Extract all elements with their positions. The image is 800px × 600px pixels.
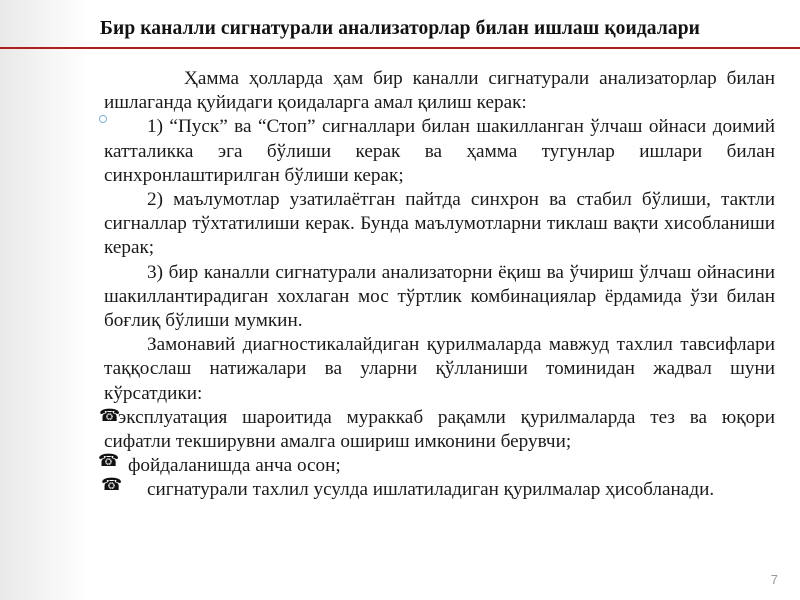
paragraph-rule-3: 3) бир каналли сигнатурали анализаторни ёқиш ва ўчириш ўлчаш ойнасини шакиллантирадиган хохлаган мос тўртлик комбинациялар ёрдамида ўзи билан боғлиқ бўлиши мумкин. <box>104 261 775 332</box>
paragraph-intro: Ҳамма ҳолларда ҳам бир каналли сигнатурали анализаторлар билан ишлаганда қуйидаги қоидаларга амал қилиш керак: <box>104 68 775 114</box>
body-text <box>98 67 775 503</box>
telephone-icon: ☎ <box>98 451 120 471</box>
left-gradient-band <box>0 0 90 600</box>
bullet-text: эксплуатация шароитида мураккаб рақамли қурилмаларда тез ва юқори сифатли текширувни амалга ошириш имконини берувчи; <box>104 406 775 453</box>
title-divider <box>0 47 800 49</box>
bullet-text: сигнатурали тахлил усулда ишлатиладиган қурилмалар ҳисобланади. <box>147 479 715 501</box>
page-number: 7 <box>770 572 778 587</box>
bullet-item <box>99 405 775 454</box>
bullet-text: фойдаланишда анча осон; <box>128 455 341 477</box>
paragraph-rule-2: 2) маълумотлар узатилаётган пайтда синхрон ва стабил бўлиши, тактли сигналлар тўхтатилиши керак. Бунда маълумотларни тиклаш вақти хисобланиши керак; <box>104 189 775 259</box>
paragraph-rule-1: 1) “Пуск” ва “Стоп” сигналлари билан шакилланган ўлчаш ойнаси доимий катталикка эга бўлиши керак ва ҳамма тугунлар ишлари билан синхронлаштирилган бўлиши керак; <box>104 116 775 186</box>
bullet-item <box>101 475 775 502</box>
telephone-icon: ☎ <box>101 475 123 495</box>
bullet-item <box>98 451 775 478</box>
paragraph-conclusion: Замонавий диагностикалайдиган қурилмаларда мавжуд тахлил тавсифлари таққослаш натижалари ва уларни қўлланиши томинидан жадвал шуни кўрсатдики: <box>104 334 775 404</box>
telephone-icon: ☎ <box>99 405 121 425</box>
page-title: Бир каналли сигнатурали анализаторлар билан ишлаш қоидалари <box>100 18 700 39</box>
